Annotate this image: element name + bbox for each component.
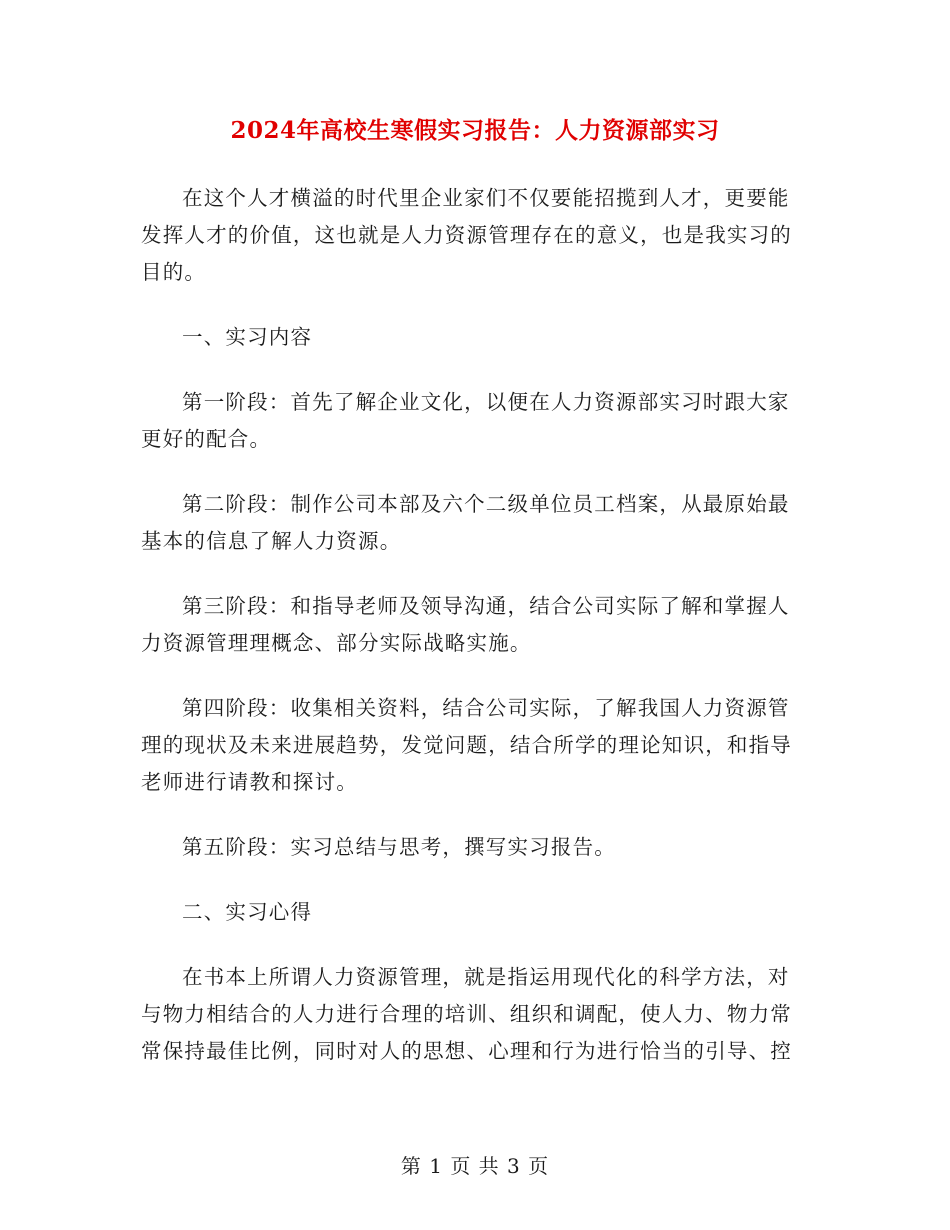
- stage-five-paragraph: 第五阶段：实习总结与思考，撰写实习报告。: [182, 835, 616, 859]
- section-heading-content: 一、实习内容: [182, 325, 313, 349]
- document-body: [141, 180, 801, 1098]
- section-heading-reflections: 二、实习心得: [182, 900, 313, 924]
- stage-three-paragraph: 第三阶段：和指导老师及领导沟通，结合公司实际了解和掌握人力资源管理理概念、部分实际战略实施。: [141, 594, 790, 655]
- stage-one-paragraph: 第一阶段：首先了解企业文化，以便在人力资源部实习时跟大家更好的配合。: [141, 390, 790, 451]
- document-title: 2024年高校生寒假实习报告：人力资源部实习: [230, 117, 720, 144]
- stage-two-paragraph: 第二阶段：制作公司本部及六个二级单位员工档案，从最原始最基本的信息了解人力资源。: [141, 492, 790, 553]
- intro-paragraph: 在这个人才横溢的时代里企业家们不仅要能招揽到人才，更要能发挥人才的价值，这也就是人力资源管理存在的意义，也是我实习的目的。: [141, 186, 792, 284]
- reflection-paragraph: 在书本上所谓人力资源管理，就是指运用现代化的科学方法，对与物力相结合的人力进行合理的培训、组织和调配，使人力、物力常常保持最佳比例，同时对人的思想、心理和行为进行恰当的引导、控: [141, 965, 792, 1063]
- stage-four-paragraph: 第四阶段：收集相关资料，结合公司实际，了解我国人力资源管理的现状及未来进展趋势，发觉问题，结合所学的理论知识，和指导老师进行请教和探讨。: [141, 696, 792, 794]
- page-number-footer: 第 1 页 共 3 页: [400, 1154, 550, 1178]
